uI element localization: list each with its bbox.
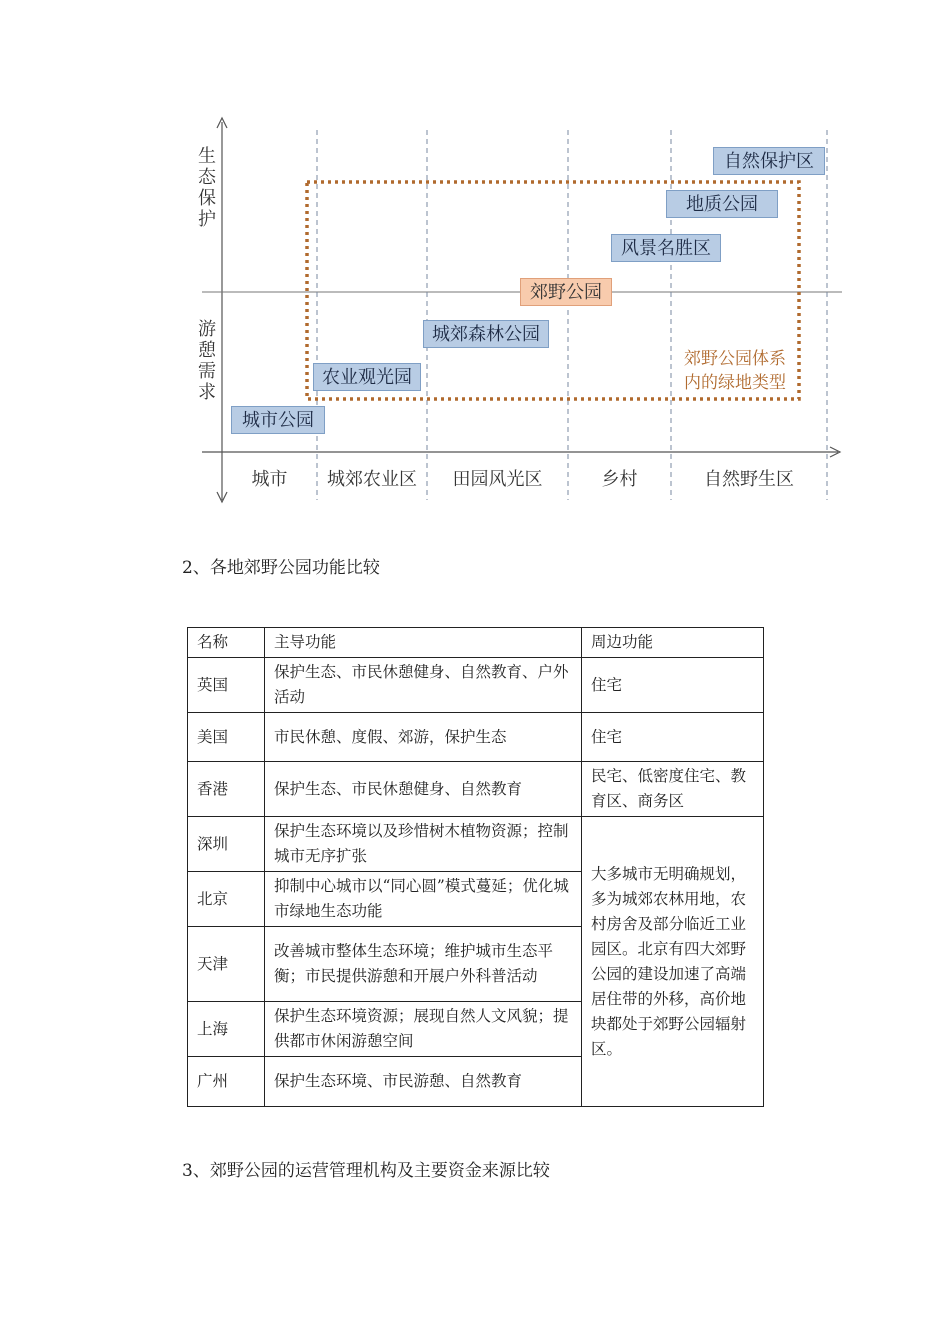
row-main: 保护生态环境资源；展现自然人文风貌；提供都市休闲游憩空间 [265,1002,582,1057]
row-name: 天津 [188,927,265,1002]
row-main: 抑制中心城市以“同心圆”模式蔓延；优化城市绿地生态功能 [265,872,582,927]
system-legend [670,347,800,395]
y-label-top [196,146,218,230]
zone-suburban-agri: 城郊农业区 [327,469,417,490]
row-name: 深圳 [188,817,265,872]
row-name: 美国 [188,713,265,762]
header-name: 名称 [188,628,265,658]
table-row [188,817,764,872]
box-suburban-forest-park: 城郊森林公园 [423,320,549,348]
box-city-park: 城市公园 [231,406,325,434]
table-row [188,762,764,817]
zone-dividers [317,130,827,500]
row-name: 英国 [188,658,265,713]
y-label-top-text: 生 态 保 护 [198,146,216,230]
section-3-heading: 3、郊野公园的运营管理机构及主要资金来源比较 [182,1161,550,1181]
box-country-park: 郊野公园 [520,278,612,306]
row-name: 上海 [188,1002,265,1057]
zone-wild-nature: 自然野生区 [704,469,794,490]
row-name: 北京 [188,872,265,927]
y-label-bottom-text: 游 憩 需 求 [198,319,216,403]
row-main: 保护生态、市民休憩健身、自然教育 [265,762,582,817]
header-surround-function: 周边功能 [582,628,764,658]
box-nature-reserve: 自然保护区 [713,147,825,175]
box-scenic-area: 风景名胜区 [611,234,721,262]
merged-surround-cell: 大多城市无明确规划，多为城郊农林用地，农村房舍及部分临近工业园区。北京有四大郊野公园的建设加速了高端居住带的外移，高价地块都处于郊野公园辐射区。 [582,817,764,1107]
row-main: 改善城市整体生态环境；维护城市生态平衡；市民提供游憩和开展户外科普活动 [265,927,582,1002]
section-2-heading: 2、各地郊野公园功能比较 [182,558,380,578]
box-geopark: 地质公园 [666,190,778,218]
row-surround: 民宅、低密度住宅、教育区、商务区 [582,762,764,817]
box-agri-park: 农业观光园 [313,363,421,391]
table-row [188,658,764,713]
header-main-function: 主导功能 [265,628,582,658]
row-name: 香港 [188,762,265,817]
row-surround: 住宅 [582,658,764,713]
zone-rural: 乡村 [601,469,638,490]
diagram-axes [0,0,950,520]
legend-line-1: 郊野公园体系 [684,349,786,369]
zone-pastoral: 田园风光区 [452,469,543,490]
country-park-function-table [187,627,764,1107]
row-main: 保护生态、市民休憩健身、自然教育、户外活动 [265,658,582,713]
park-positioning-diagram [0,0,950,520]
row-name: 广州 [188,1057,265,1107]
row-surround: 住宅 [582,713,764,762]
y-label-bottom [196,319,218,403]
table-row [188,713,764,762]
table-header-row [188,628,764,658]
row-main: 市民休憩、度假、郊游，保护生态 [265,713,582,762]
legend-line-2: 内的绿地类型 [684,373,786,393]
row-main: 保护生态环境以及珍惜树木植物资源；控制城市无序扩张 [265,817,582,872]
zone-city: 城市 [251,469,288,490]
row-main: 保护生态环境、市民游憩、自然教育 [265,1057,582,1107]
